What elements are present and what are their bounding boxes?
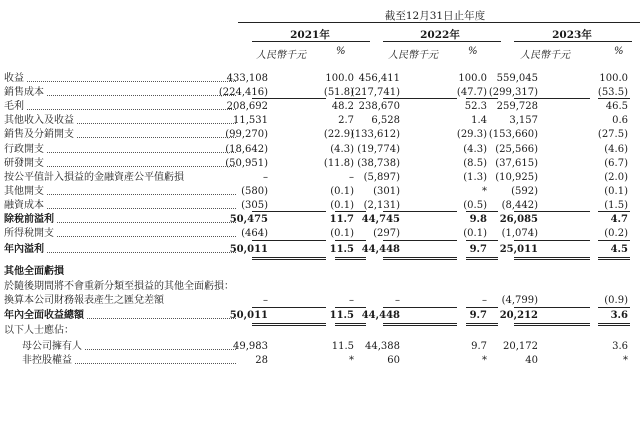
total-double-rule [514,323,590,326]
percent-cell: (0.1) [330,228,354,239]
total-double-rule [598,323,630,326]
row-label: 年內全面收益總額 [4,310,84,321]
total-double-rule [252,257,326,260]
subtotal-rule [335,240,366,241]
amount-cell: 44,448 [361,310,400,321]
percent-cell: (0.1) [463,228,487,239]
table-row [0,280,640,293]
amount-cell: 6,528 [371,115,400,126]
leader-dots [47,194,236,195]
subtotal-rule [466,211,498,212]
percent-cell: 4.5 [610,244,628,255]
percent-cell: * [482,355,487,366]
table-row [0,354,640,367]
percent-cell: (8.5) [463,158,487,169]
amount-cell: (5,897) [363,172,400,183]
table-row [0,309,640,322]
subtotal-rule [598,240,630,241]
amount-cell: (37,615) [495,158,538,169]
leader-dots [77,123,236,124]
amount-cell: 11,531 [233,115,268,126]
subtotal-rule [252,211,326,212]
percent-cell: (47.7) [456,87,487,98]
amount-cell: 50,011 [229,244,268,255]
leader-dots [47,95,236,96]
amount-cell: (305) [241,200,268,211]
amount-cell: 25,011 [499,244,538,255]
percent-cell: – [349,172,354,183]
percent-cell: (51.8) [323,87,354,98]
subtotal-rule [252,98,326,99]
table-row [0,100,640,113]
unit-label-2023: 人民幣千元 [520,50,570,61]
percent-cell: (0.1) [330,186,354,197]
leader-dots [75,363,236,364]
percent-cell: 46.5 [605,101,628,112]
amount-cell: 40 [525,355,538,366]
row-label: 行政開支 [4,144,44,155]
total-double-rule [383,323,457,326]
year-2022-rule [383,41,501,42]
leader-dots [47,166,236,167]
pct-label-2021: % [336,46,346,57]
amount-cell: (297) [373,228,400,239]
leader-dots [77,137,236,138]
subtotal-rule [514,240,590,241]
subtotal-rule [598,211,630,212]
subtotal-rule [514,211,590,212]
unit-label-2022: 人民幣千元 [388,50,438,61]
amount-cell: (464) [241,228,268,239]
row-label: 所得稅開支 [4,228,54,239]
subtotal-rule [466,240,498,241]
amount-cell: 28 [255,355,268,366]
row-label: 其他全面虧損 [4,266,64,277]
amount-cell: (217,741) [350,87,400,98]
row-label: 按公平值計入損益的金融資產公平值虧損 [4,172,184,183]
percent-cell: 11.5 [331,341,354,352]
percent-cell: * [623,355,628,366]
percent-cell: (4.6) [604,144,628,155]
row-label: 除稅前溢利 [4,214,54,225]
row-label: 銷售及分銷開支 [4,129,74,140]
percent-cell: (29.3) [456,129,487,140]
percent-cell: (53.5) [597,87,628,98]
row-label: 融資成本 [4,200,44,211]
percent-cell: 100.0 [599,73,628,84]
row-label: 非控股權益 [22,355,72,366]
leader-dots [57,222,236,223]
leader-dots [85,349,236,350]
percent-cell: 11.5 [329,244,354,255]
percent-cell: 11.5 [329,310,354,321]
row-label: 收益 [4,73,24,84]
table-row [0,213,640,226]
table-row [0,128,640,141]
table-row [0,185,640,198]
table-row [0,143,640,156]
amount-cell: (580) [241,186,268,197]
row-label: 銷售成本 [4,87,44,98]
amount-cell: (50,951) [225,158,268,169]
total-double-rule [335,257,366,260]
amount-cell: (224,416) [218,87,268,98]
amount-cell: – [263,295,268,306]
amount-cell: (592) [511,186,538,197]
amount-cell: – [263,172,268,183]
percent-cell: (1.3) [463,172,487,183]
total-double-rule [598,257,630,260]
leader-dots [47,152,236,153]
amount-cell: 50,011 [229,310,268,321]
table-row [0,171,640,184]
leader-dots [47,252,236,253]
amount-cell: 44,388 [365,341,400,352]
subtotal-rule [252,240,326,241]
subtotal-rule [514,98,590,99]
period-heading: 截至12月31日止年度 [384,10,486,22]
amount-cell: 259,728 [496,101,538,112]
percent-cell: 9.7 [469,310,487,321]
table-row [0,227,640,240]
table-row [0,340,640,353]
amount-cell: (4,799) [501,295,538,306]
amount-cell: (1,074) [501,228,538,239]
percent-cell: 2.7 [338,115,354,126]
total-double-rule [466,323,498,326]
amount-cell: 208,692 [226,101,268,112]
amount-cell: 559,045 [496,73,538,84]
total-double-rule [252,323,326,326]
leader-dots [27,81,236,82]
subtotal-rule [383,240,457,241]
subtotal-rule [514,307,590,308]
amount-cell: 50,475 [229,214,268,225]
year-2023-rule [514,41,632,42]
amount-cell: 44,745 [361,214,400,225]
percent-cell: (1.5) [604,200,628,211]
percent-cell: 52.3 [464,101,487,112]
percent-cell: (22.9) [323,129,354,140]
percent-cell: 9.7 [469,244,487,255]
percent-cell: 3.6 [610,310,628,321]
amount-cell: (299,317) [488,87,538,98]
row-label: 其他開支 [4,186,44,197]
year-2021-heading: 2021年 [290,29,330,41]
total-double-rule [335,323,366,326]
table-row [0,265,640,278]
percent-cell: (0.5) [463,200,487,211]
percent-cell: (0.1) [604,186,628,197]
amount-cell: 20,212 [499,310,538,321]
amount-cell: (25,566) [495,144,538,155]
table-row [0,294,640,307]
amount-cell: 20,172 [503,341,538,352]
period-rule [238,22,640,23]
amount-cell: (133,612) [350,129,400,140]
percent-cell: (11.8) [323,158,354,169]
year-2021-rule [252,41,370,42]
subtotal-rule [335,98,366,99]
amount-cell: (19,774) [357,144,400,155]
year-2023-heading: 2023年 [552,29,592,41]
leader-dots [27,109,236,110]
unit-label-2021: 人民幣千元 [256,50,306,61]
percent-cell: 11.7 [329,214,354,225]
percent-cell: (0.9) [604,295,628,306]
subtotal-rule [252,307,326,308]
percent-cell: 1.4 [471,115,487,126]
percent-cell: 3.6 [612,341,628,352]
leader-dots [57,236,236,237]
amount-cell: 456,411 [358,73,400,84]
percent-cell: 9.7 [471,341,487,352]
row-label: 其他收入及收益 [4,115,74,126]
percent-cell: (0.2) [604,228,628,239]
amount-cell: 49,983 [233,341,268,352]
subtotal-rule [466,98,498,99]
total-double-rule [514,257,590,260]
row-label: 換算本公司財務報表產生之匯兌差額 [4,295,164,306]
percent-cell: (4.3) [330,144,354,155]
percent-cell: (4.3) [463,144,487,155]
amount-cell: 433,108 [226,73,268,84]
pct-label-2022: % [468,46,478,57]
amount-cell: (99,270) [225,129,268,140]
row-label: 年內溢利 [4,244,44,255]
row-label: 毛利 [4,101,24,112]
percent-cell: 0.6 [612,115,628,126]
amount-cell: 44,448 [361,244,400,255]
amount-cell: (18,642) [225,144,268,155]
amount-cell: (153,660) [488,129,538,140]
percent-cell: (0.1) [330,200,354,211]
amount-cell: (10,925) [495,172,538,183]
leader-dots [47,208,236,209]
percent-cell: 4.7 [610,214,628,225]
subtotal-rule [383,211,457,212]
percent-cell: – [349,295,354,306]
amount-cell: 60 [387,355,400,366]
amount-cell: (38,738) [357,158,400,169]
percent-cell: 9.8 [469,214,487,225]
leader-dots [87,318,236,319]
percent-cell: (27.5) [597,129,628,140]
row-label: 以下人士應佔： [4,325,74,336]
row-label: 研發開支 [4,158,44,169]
table-row [0,157,640,170]
year-2022-heading: 2022年 [420,29,460,41]
table-row [0,243,640,256]
table-row [0,72,640,85]
subtotal-rule [598,98,630,99]
row-label: 於隨後期間將不會重新分類至損益的其他全面虧損： [4,281,234,292]
percent-cell: 100.0 [458,73,487,84]
subtotal-rule [335,307,366,308]
subtotal-rule [335,211,366,212]
subtotal-rule [598,307,630,308]
amount-cell: 238,670 [358,101,400,112]
total-double-rule [383,257,457,260]
amount-cell: (8,442) [501,200,538,211]
percent-cell: 100.0 [325,73,354,84]
amount-cell: (301) [373,186,400,197]
subtotal-rule [383,307,457,308]
subtotal-rule [383,98,457,99]
amount-cell: (2,131) [363,200,400,211]
amount-cell: 3,157 [509,115,538,126]
percent-cell: (2.0) [604,172,628,183]
total-double-rule [466,257,498,260]
percent-cell: (6.7) [604,158,628,169]
row-label: 母公司擁有人 [22,341,82,352]
percent-cell: * [349,355,354,366]
amount-cell: – [395,295,400,306]
table-row [0,114,640,127]
percent-cell: * [482,186,487,197]
subtotal-rule [466,307,498,308]
percent-cell: 48.2 [331,101,354,112]
pct-label-2023: % [614,46,624,57]
amount-cell: 26,085 [499,214,538,225]
percent-cell: – [482,295,487,306]
